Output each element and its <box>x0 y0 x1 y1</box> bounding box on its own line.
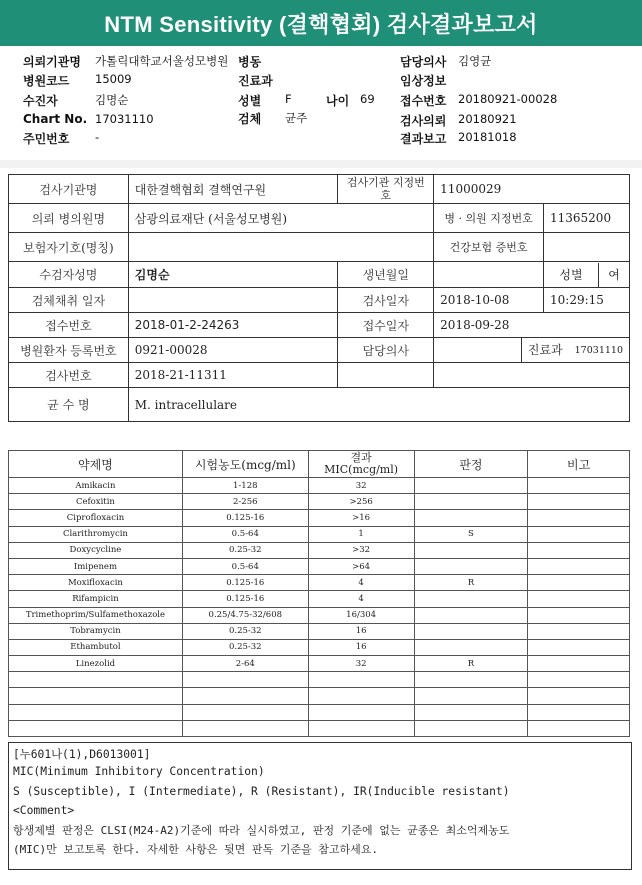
report-date-value: 20181018 <box>458 130 517 144</box>
dept-cell-label: 진료과 <box>521 338 569 362</box>
accession-label: 접수번호 <box>400 94 447 108</box>
test-range: 2-256 <box>182 494 308 510</box>
test-range: 0.25/4.75-32/608 <box>182 607 308 623</box>
col-interpretation: 판정 <box>414 451 528 478</box>
resident-no-value: - <box>95 130 100 144</box>
test-range: 1-128 <box>182 478 308 494</box>
remarks <box>528 526 630 542</box>
test-range: 0.125-16 <box>182 575 308 591</box>
organism-value: M. intracellulare <box>128 388 629 422</box>
remarks <box>528 720 630 736</box>
patient-value: 김명순 <box>95 93 129 107</box>
mic-value <box>308 704 414 720</box>
examinee-label: 수검자성명 <box>9 262 129 288</box>
test-range: 2-64 <box>182 656 308 672</box>
drug-name: Ethambutol <box>9 639 183 655</box>
report-date-label: 결과보고 <box>400 132 447 146</box>
col-concentration: 시험농도(mcg/ml) <box>182 451 308 478</box>
mic-value: >256 <box>308 494 414 510</box>
test-range <box>182 720 308 736</box>
drug-name: Tobramycin <box>9 623 183 639</box>
remarks <box>528 575 630 591</box>
drug-name: Imipenem <box>9 558 183 574</box>
interpretation <box>414 591 528 607</box>
examinee-value: 김명순 <box>128 262 338 288</box>
remarks <box>528 704 630 720</box>
mic-value: 16 <box>308 639 414 655</box>
age-label: 나이 <box>326 94 350 108</box>
mic-value: >16 <box>308 510 414 526</box>
remarks <box>528 478 630 494</box>
clinical-info-label: 임상정보 <box>400 74 447 88</box>
request-date-label: 검사의뢰 <box>400 114 447 128</box>
health-insurance-label: 건강보험 증번호 <box>434 233 544 262</box>
mic-value: 32 <box>308 478 414 494</box>
remarks <box>528 494 630 510</box>
test-range <box>182 704 308 720</box>
registration-label: 병원환자 등록번호 <box>9 338 129 363</box>
interpretation <box>414 672 528 688</box>
drug-name: Ciprofloxacin <box>9 510 183 526</box>
interpretation <box>414 704 528 720</box>
table-row <box>9 542 630 558</box>
test-date-value: 2018-10-08 <box>434 288 544 313</box>
table-row <box>9 720 630 736</box>
interpretation <box>414 542 528 558</box>
test-range: 0.25-32 <box>182 639 308 655</box>
hospital-id-value: 11365200 <box>544 204 630 233</box>
table-row <box>9 672 630 688</box>
chart-no-value: 17031110 <box>95 112 154 126</box>
remarks <box>528 591 630 607</box>
doctor-value: 김영균 <box>458 54 492 68</box>
mic-value: >32 <box>308 542 414 558</box>
test-range: 0.125-16 <box>182 510 308 526</box>
birth-label: 생년월일 <box>338 262 434 288</box>
table-row <box>9 704 630 720</box>
test-range: 0.125-16 <box>182 591 308 607</box>
drug-name: Rifampicin <box>9 591 183 607</box>
remarks <box>528 656 630 672</box>
registration-value: 0921-00028 <box>128 338 338 363</box>
mic-value: 16 <box>308 623 414 639</box>
lab-id-value: 11000029 <box>434 175 630 204</box>
table-row <box>9 607 630 623</box>
table-row <box>9 575 630 591</box>
remarks <box>528 607 630 623</box>
test-range <box>182 672 308 688</box>
table-row <box>9 510 630 526</box>
mic-value: 16/304 <box>308 607 414 623</box>
sex-value: F <box>285 92 292 106</box>
resident-no-label: 주민번호 <box>23 132 70 146</box>
hospital-id-label: 병 · 의원 지정번호 <box>434 204 544 233</box>
sex-label: 성별 <box>238 94 262 108</box>
hospital-value: 가톨릭대학교서울성모병원 <box>95 54 229 68</box>
mic-value: 4 <box>308 575 414 591</box>
table-row <box>9 688 630 704</box>
test-range: 0.5-64 <box>182 558 308 574</box>
sex-cell-value: 여 <box>608 268 620 282</box>
hospital-label: 의뢰기관명 <box>23 55 81 69</box>
hospital-name-label: 의뢰 병의원명 <box>9 204 129 233</box>
table-row <box>9 591 630 607</box>
remarks <box>528 672 630 688</box>
doctor-label: 담당의사 <box>400 55 447 69</box>
mic-value: 32 <box>308 656 414 672</box>
accession-value: 20180921-00028 <box>458 92 558 106</box>
test-range: 0.5-64 <box>182 526 308 542</box>
drug-name: Trimethoprim/Sulfamethoxazole <box>9 607 183 623</box>
table-row <box>9 526 630 542</box>
table-row <box>9 656 630 672</box>
drug-name <box>9 704 183 720</box>
note-code: [누601나(1),D6013001] <box>13 748 151 761</box>
remarks <box>528 558 630 574</box>
patient-label: 수진자 <box>23 94 58 108</box>
test-no-value: 2018-21-11311 <box>128 363 338 388</box>
col-remarks: 비고 <box>528 451 630 478</box>
drug-name: Clarithromycin <box>9 526 183 542</box>
test-range: 0.25-32 <box>182 542 308 558</box>
attending-label: 담당의사 <box>338 338 434 363</box>
remarks <box>528 688 630 704</box>
table-row <box>9 623 630 639</box>
drug-name: Cefoxitin <box>9 494 183 510</box>
request-date-value: 20180921 <box>458 112 517 126</box>
note-mic: MIC(Minimum Inhibitory Concentration) <box>13 765 265 778</box>
drug-name: Linezolid <box>9 656 183 672</box>
interpretation <box>414 494 528 510</box>
remarks <box>528 542 630 558</box>
lab-id-label: 검사기관 지정번호 <box>338 175 434 204</box>
dept-label: 진료과 <box>238 74 273 88</box>
drug-name: Amikacin <box>9 478 183 494</box>
receipt-no-value: 2018-01-2-24263 <box>128 313 338 338</box>
interpretation <box>414 720 528 736</box>
receipt-no-label: 접수번호 <box>9 313 129 338</box>
drug-name <box>9 688 183 704</box>
interpretation <box>414 558 528 574</box>
test-time-value: 10:29:15 <box>544 288 630 313</box>
note-comment-line-1: 항생제별 판정은 CLSI(M24-A2)기준에 따라 실시하였고, 판정 기준에 없는 균종은 최소억제농도 <box>13 824 510 837</box>
table-row <box>9 639 630 655</box>
age-value: 69 <box>360 92 375 106</box>
note-legend: S (Susceptible), I (Intermediate), R (Resistant), IR(Inducible resistant) <box>13 785 510 798</box>
test-no-label: 검사번호 <box>9 363 129 388</box>
specimen-label: 검체 <box>238 112 262 126</box>
health-insurance-value <box>544 233 630 262</box>
interpretation: R <box>414 656 528 672</box>
organism-label: 균 수 명 <box>9 388 129 422</box>
patient-info-table <box>8 174 630 422</box>
report-header <box>0 46 642 160</box>
hospital-name-value: 삼광의료재단 (서울성모병원) <box>128 204 433 233</box>
report-title: NTM Sensitivity (결핵협회) 검사결과보고서 <box>0 0 642 46</box>
hospital-code-label: 병원코드 <box>23 74 70 88</box>
test-range: 0.25-32 <box>182 623 308 639</box>
table-row <box>9 558 630 574</box>
remarks <box>528 639 630 655</box>
lab-name-label: 검사기관명 <box>9 175 129 204</box>
mic-value: 4 <box>308 591 414 607</box>
note-comment-heading: <Comment> <box>13 804 75 817</box>
interpretation <box>414 607 528 623</box>
interpretation <box>414 478 528 494</box>
chart-no-label: Chart No. <box>23 112 88 126</box>
interpretation <box>414 639 528 655</box>
lab-name-value: 대한결핵협회 결핵연구원 <box>128 175 338 204</box>
interpretation: S <box>414 526 528 542</box>
test-date-label: 검사일자 <box>338 288 434 313</box>
drug-name: Moxifloxacin <box>9 575 183 591</box>
receipt-date-label: 접수일자 <box>338 313 434 338</box>
collection-date-value <box>128 288 338 313</box>
mic-value <box>308 720 414 736</box>
col-drug: 약제명 <box>9 451 183 478</box>
dept-cell-value: 17031110 <box>574 344 623 356</box>
note-comment-line-2: (MIC)만 보고토록 한다. 자세한 사항은 뒷면 판독 기준을 참고하세요. <box>13 843 378 856</box>
interpretation <box>414 688 528 704</box>
sensitivity-results-table <box>8 450 630 737</box>
insurer-label: 보험자기호(명칭) <box>9 233 129 262</box>
remarks <box>528 623 630 639</box>
table-row <box>9 494 630 510</box>
hospital-code-value: 15009 <box>95 72 132 86</box>
interpretation <box>414 510 528 526</box>
drug-name <box>9 720 183 736</box>
sex-cell-label: 성별 <box>544 263 599 287</box>
interpretation <box>414 623 528 639</box>
ward-label: 병동 <box>238 55 262 69</box>
interpretation: R <box>414 575 528 591</box>
remarks <box>528 510 630 526</box>
test-range <box>182 688 308 704</box>
table-row <box>9 478 630 494</box>
notes-box <box>8 742 632 870</box>
mic-value <box>308 672 414 688</box>
drug-name <box>9 672 183 688</box>
mic-value <box>308 688 414 704</box>
insurer-value <box>128 233 433 262</box>
collection-date-label: 검체채취 일자 <box>9 288 129 313</box>
specimen-value: 균주 <box>285 111 308 125</box>
receipt-date-value: 2018-09-28 <box>434 313 630 338</box>
mic-value: >64 <box>308 558 414 574</box>
col-mic-result: 결과 MIC(mcg/ml) <box>308 451 414 478</box>
mic-value: 1 <box>308 526 414 542</box>
drug-name: Doxycycline <box>9 542 183 558</box>
birth-value <box>434 262 544 288</box>
